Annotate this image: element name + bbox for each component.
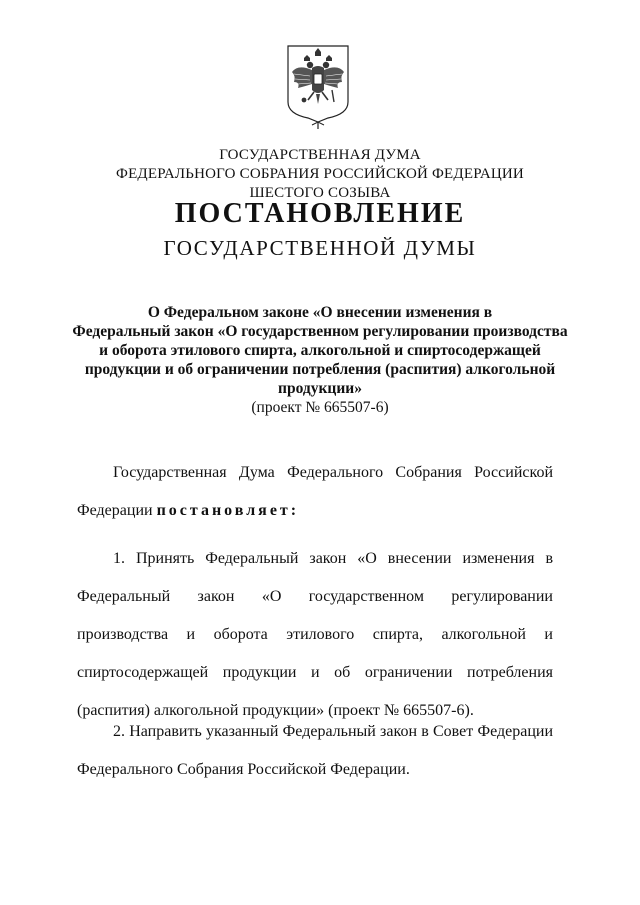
subject-line: О Федеральном законе «О внесении изменения в <box>147 304 493 321</box>
preamble-verb: постановляет: <box>156 502 300 519</box>
subject-line: продукции и об ограничении потребления (распития) алкогольной <box>84 361 556 378</box>
russian-coat-of-arms-icon <box>282 42 354 130</box>
org-line-convocation: ШЕСТОГО СОЗЫВА <box>249 185 391 201</box>
project-number: (проект № 665507-6) <box>251 399 389 416</box>
preamble-text: Государственная Дума Федерального Собрания Российской Федерации <box>77 464 553 519</box>
document-type-title: ПОСТАНОВЛЕНИЕ <box>174 198 466 229</box>
resolution-item-1: 1. Принять Федеральный закон «О внесении изменения в Федеральный закон «О государственном регулировании производства и оборота этилового спирта, алкогольной и спиртосодержащей продукции и об ограничении потребления (распития) алкогольной продукции» (проект № 665507-6). <box>77 550 553 719</box>
subject-line: и оборота этилового спирта, алкогольной и спиртосодержащей <box>99 342 541 359</box>
org-line-federal-assembly: ФЕДЕРАЛЬНОГО СОБРАНИЯ РОССИЙСКОЙ ФЕДЕРАЦИИ <box>116 166 524 182</box>
resolution-item-2: 2. Направить указанный Федеральный закон в Совет Федерации Федерального Собрания Российской Федерации. <box>77 723 553 778</box>
preamble-paragraph <box>77 454 553 530</box>
subject-line: продукции» <box>278 380 362 397</box>
resolution-subject <box>60 303 580 417</box>
subject-line: Федеральный закон «О государственном регулировании производства <box>72 323 568 340</box>
document-type-subtitle: ГОСУДАРСТВЕННОЙ ДУМЫ <box>163 236 477 260</box>
organization-block <box>0 146 640 203</box>
org-line-duma: ГОСУДАРСТВЕННАЯ ДУМА <box>219 147 421 163</box>
